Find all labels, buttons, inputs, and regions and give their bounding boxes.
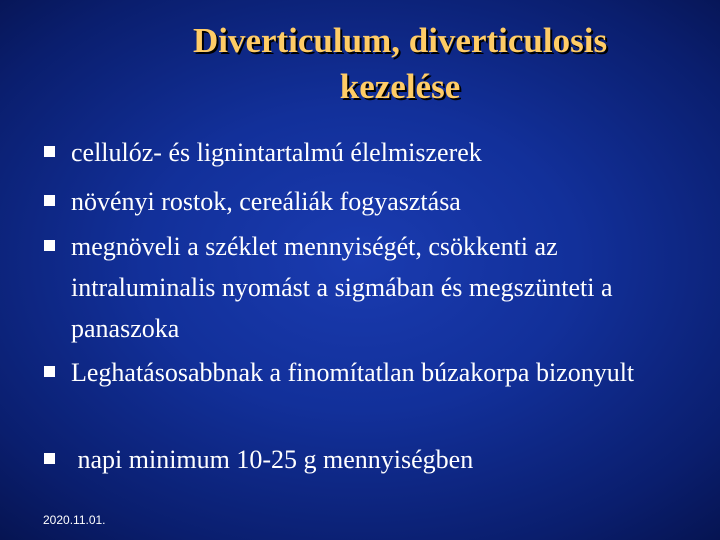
bullet-item [44, 132, 708, 173]
square-bullet-icon [44, 366, 55, 377]
bullet-item [44, 226, 708, 349]
bullet-text: cellulóz- és lignintartalmú élelmiszerek [71, 138, 482, 167]
bullet-text: napi minimum 10-25 g mennyiségben [71, 445, 474, 474]
slide-title-line-1: Diverticulum, diverticulosis [192, 21, 608, 60]
slide-title-line-2: kezelése [339, 67, 461, 106]
bullet-item [44, 439, 708, 480]
square-bullet-icon [44, 240, 55, 251]
bullet-text: megnöveli a széklet mennyiségét, csökkenti az intraluminalis nyomást a sigmában és megszünteti a panaszoka [71, 232, 613, 343]
bullet-item [44, 181, 708, 222]
square-bullet-icon [44, 453, 55, 464]
square-bullet-icon [44, 195, 55, 206]
bullet-item [44, 352, 708, 393]
slide-date: 2020.11.01. [43, 513, 106, 527]
square-bullet-icon [44, 146, 55, 157]
bullet-text: Leghatásosabbnak a finomítatlan búzakorpa bizonyult [71, 358, 635, 387]
bullet-text: növényi rostok, cereáliák fogyasztása [71, 187, 461, 216]
